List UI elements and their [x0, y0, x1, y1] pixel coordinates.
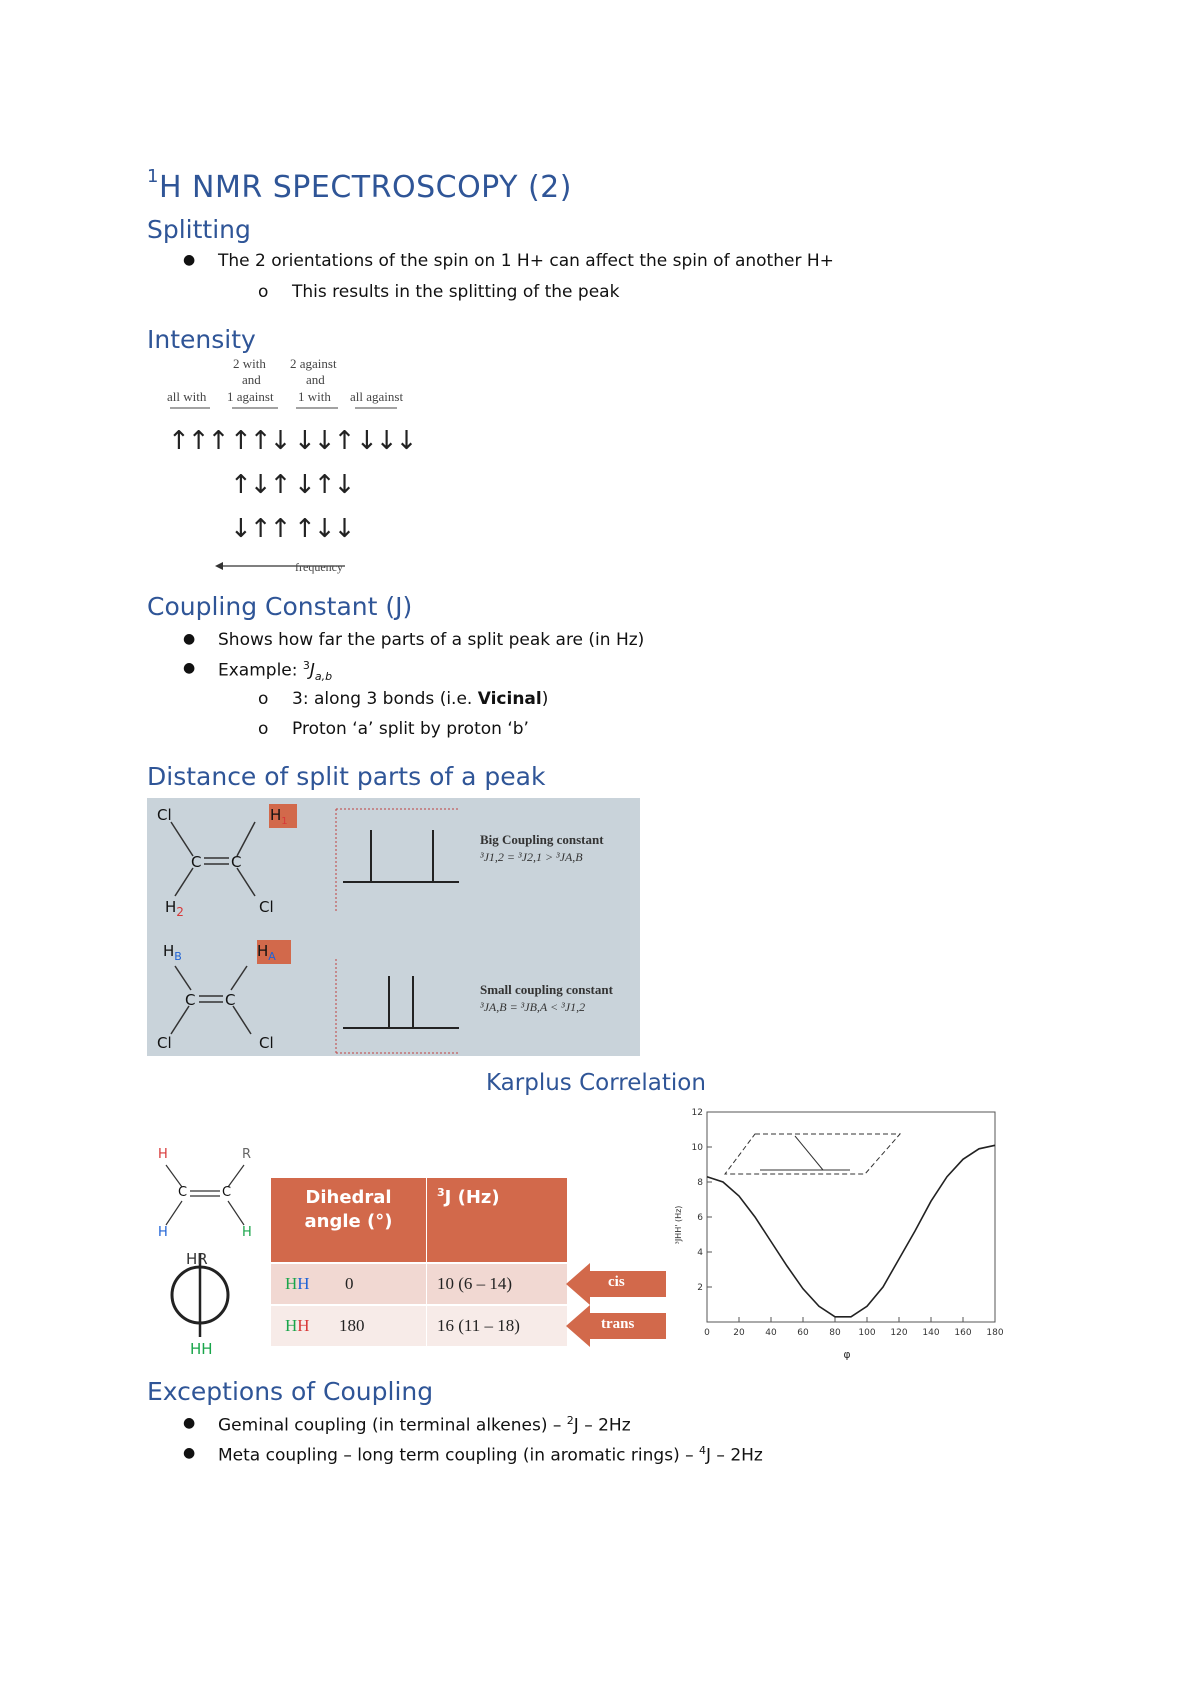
top-h1-letter: H: [270, 806, 282, 824]
spin-2with-2: ↑↓↑: [230, 470, 290, 500]
newman-top: [186, 1250, 208, 1268]
intensity-heading: Intensity: [147, 325, 256, 354]
small-coupling-label: Small coupling constant: [480, 982, 613, 997]
top-h2-sub: 2: [176, 905, 184, 919]
row2-j: 16 (11 – 18): [437, 1316, 520, 1335]
x-tick-label: 100: [858, 1328, 876, 1338]
bottom-cl-2: Cl: [259, 1034, 274, 1052]
col3-label-a: 2 against: [290, 356, 337, 371]
spin-2against-2: ↓↑↓: [294, 470, 354, 500]
bottom-hb-letter: H: [163, 942, 175, 960]
sub-marker: o: [258, 689, 269, 709]
title-text: H NMR SPECTROSCOPY (2): [158, 170, 572, 205]
top-h1-sub: 1: [281, 816, 288, 827]
head-j-label: J (Hz): [444, 1187, 500, 1208]
spin-2against-3: ↑↓↓: [294, 514, 354, 544]
meta-suffix: J – 2Hz: [706, 1445, 763, 1466]
row2-divider: [426, 1306, 427, 1346]
x-axis-label: φ: [843, 1348, 851, 1361]
y-tick-label: 4: [697, 1248, 703, 1258]
bottom-c-2: C: [225, 991, 236, 1009]
cis-label: cis: [608, 1274, 625, 1290]
coupling-heading: Coupling Constant (J): [147, 592, 413, 621]
top-cl-2: Cl: [259, 898, 274, 916]
example-prefix: Example:: [218, 660, 303, 681]
big-coupling-label: Big Coupling constant: [480, 832, 604, 847]
karplus-curve: [707, 1145, 995, 1317]
meta-prefix: Meta coupling – long term coupling (in aromatic rings) –: [218, 1445, 700, 1466]
top-c-2: C: [231, 853, 242, 871]
newman-bottom-label: HH: [190, 1340, 213, 1358]
row2-hh: [285, 1316, 310, 1336]
row1-hh: [285, 1274, 310, 1294]
spin-2with-3: ↓↑↑: [230, 514, 290, 544]
bullet-dot: ●: [183, 660, 196, 676]
chart-ticks: [692, 1108, 1004, 1338]
spin-all-against: ↓↓↓: [356, 426, 416, 456]
geminal-suffix: J – 2Hz: [573, 1415, 631, 1436]
karplus-r: R: [242, 1147, 252, 1162]
karplus-h2: H: [158, 1225, 168, 1240]
col1-label: all with: [167, 389, 207, 404]
top-h1: [270, 806, 288, 827]
small-coupling-formula: ³JA,B = ³JB,A < ³J1,2: [480, 1000, 586, 1014]
top-c-1: C: [191, 853, 202, 871]
y-axis-label: ³JHH' (Hz): [674, 1205, 683, 1245]
col2-label-b: and: [242, 372, 261, 387]
x-tick-label: 60: [797, 1328, 809, 1338]
table-head-angle: [271, 1178, 427, 1262]
bottom-ha-letter: H: [257, 942, 269, 960]
chart-frame: [707, 1112, 995, 1322]
spin-all-with: ↑↑↑: [168, 426, 228, 456]
karplus-c2: C: [222, 1185, 232, 1200]
col3-label-b: and: [306, 372, 325, 387]
bottom-ha: [257, 942, 276, 963]
bullet-dot: ●: [183, 1445, 196, 1461]
exceptions-heading: Exceptions of Coupling: [147, 1377, 434, 1406]
karplus-table: [271, 1178, 567, 1346]
page-title: [147, 166, 572, 205]
bottom-cl-1: Cl: [157, 1034, 172, 1052]
bullet-dot: ●: [183, 631, 196, 647]
x-tick-label: 20: [733, 1328, 745, 1338]
col2-label-c: 1 against: [227, 389, 274, 404]
bullet-text: Shows how far the parts of a split peak are (in Hz): [218, 630, 645, 650]
col2-label-a: 2 with: [233, 356, 266, 371]
spin-2with-1: ↑↑↓: [230, 426, 290, 456]
karplus-heading: Karplus Correlation: [486, 1070, 706, 1096]
karplus-h1: H: [158, 1147, 168, 1162]
splitting-heading: Splitting: [147, 215, 251, 244]
bottom-hb: [163, 942, 182, 963]
x-tick-label: 120: [890, 1328, 908, 1338]
table-row-2: [271, 1306, 567, 1346]
bullet-dot: ●: [183, 1415, 196, 1431]
chart-axes: [707, 1112, 995, 1322]
bullet-text: [218, 1444, 763, 1466]
y-tick-label: 6: [697, 1213, 703, 1223]
row2-hh-text: HH: [285, 1316, 310, 1335]
y-tick-label: 8: [697, 1178, 703, 1188]
sub-text: This results in the splitting of the peak: [292, 282, 620, 302]
table-head-j: [427, 1178, 567, 1262]
spin-2against-1: ↓↓↑: [294, 426, 354, 456]
big-coupling-formula: ³J1,2 = ³J2,1 > ³JA,B: [480, 850, 583, 864]
x-tick-label: 180: [986, 1328, 1004, 1338]
head-j-sup: 3: [437, 1186, 445, 1199]
newman-bottom: [190, 1340, 213, 1358]
karplus-molecule: [150, 1145, 260, 1365]
bottom-c-1: C: [185, 991, 196, 1009]
vicinal-bold: Vicinal: [477, 689, 542, 709]
y-tick-label: 10: [691, 1143, 703, 1153]
head-angle-text: Dihedral angle (°): [304, 1187, 393, 1232]
row1-j: 10 (6 – 14): [437, 1274, 513, 1293]
sub-marker: o: [258, 719, 269, 739]
x-tick-label: 0: [704, 1328, 710, 1338]
example-sup: 3: [302, 659, 310, 672]
top-h2-letter: H: [165, 898, 177, 916]
vicinal-prefix: 3: along 3 bonds (i.e.: [292, 689, 478, 709]
row1-divider: [426, 1264, 427, 1304]
karplus-h3: H: [242, 1225, 252, 1240]
x-tick-label: 80: [829, 1328, 841, 1338]
top-cl-1: Cl: [157, 806, 172, 824]
y-tick-label: 12: [691, 1108, 703, 1118]
spectrum-top: [335, 808, 461, 914]
spectrum-bottom: [335, 958, 461, 1054]
karplus-c1: C: [178, 1185, 188, 1200]
sub-text: Proton ‘a’ split by proton ‘b’: [292, 719, 529, 739]
frequency-label: frequency: [295, 560, 343, 574]
bullet-dot: ●: [183, 252, 196, 268]
col4-label: all against: [350, 389, 404, 404]
karplus-chart: [665, 1100, 1005, 1370]
title-superscript: 1: [147, 166, 159, 187]
bullet-text: [218, 659, 332, 683]
trans-label: trans: [601, 1316, 635, 1332]
sub-text: [292, 689, 548, 709]
bottom-hb-sub: B: [174, 950, 182, 963]
head-j-text: [427, 1178, 567, 1216]
top-h2: [165, 898, 184, 919]
table-row-1: [271, 1264, 567, 1304]
intensity-diagram: [160, 356, 420, 576]
chart-inset-diagram: [725, 1134, 900, 1174]
col3-label-c: 1 with: [298, 389, 331, 404]
sub-marker: o: [258, 282, 269, 302]
example-sub: a,b: [314, 670, 333, 684]
x-tick-label: 160: [954, 1328, 972, 1338]
vicinal-suffix: ): [541, 689, 549, 709]
geminal-prefix: Geminal coupling (in terminal alkenes) –: [218, 1415, 567, 1436]
x-tick-label: 40: [765, 1328, 777, 1338]
x-tick-label: 140: [922, 1328, 940, 1338]
distance-panel: [147, 798, 640, 1056]
row2-angle: 180: [339, 1316, 365, 1335]
meta-sup: 4: [699, 1444, 707, 1457]
y-tick-label: 2: [697, 1283, 703, 1293]
row1-hh-text: HH: [285, 1274, 310, 1293]
bullet-text: The 2 orientations of the spin on 1 H+ can affect the spin of another H+: [218, 251, 834, 271]
distance-heading: Distance of split parts of a peak: [147, 762, 546, 791]
newman-top-label: HR: [186, 1250, 208, 1268]
row1-angle: 0: [345, 1274, 354, 1293]
bullet-text: [218, 1414, 631, 1436]
example-j: J: [309, 660, 315, 681]
geminal-sup: 2: [566, 1414, 574, 1427]
bottom-ha-sub: A: [268, 950, 276, 963]
